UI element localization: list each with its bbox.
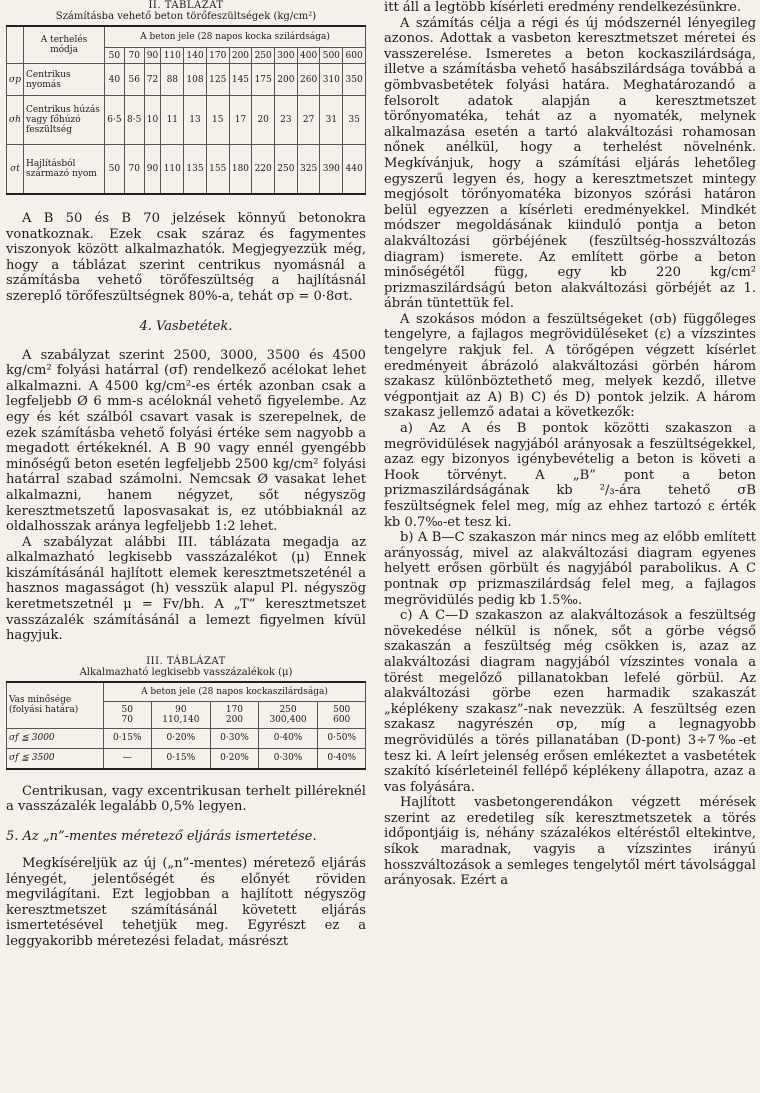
paragraph: a) Az A és B pontok közötti szakaszon a megrövidülések nagyjából arányosak a feszültségekkel, azaz egy bizonyos igénybevételig a beton is követi a Hook törvényt. A „B” pont a beton prizmaszilárdságának kb ²/₃-ára tehető σB feszültségnek felel meg, míg az ehhez tartozó ε érték kb 0.7‰-et tesz ki. — [384, 421, 756, 530]
table2-grade: 50 — [105, 48, 125, 64]
table-cell: 70 — [124, 145, 144, 195]
table3 — [6, 681, 366, 770]
table-cell: 0·20% — [211, 748, 259, 769]
table2-header-row — [7, 26, 366, 48]
table-cell: 13 — [184, 96, 207, 145]
row-symbol: σh — [7, 96, 24, 145]
paragraph: A szabályzat alábbi III. táblázata megadja az alkalmazható legkisebb vasszázalékot (μ) Ennek kiszámításánál hajlított elemek keresztmetszeténél a hasznos magasságot (h) vesszük alapul Pl. négyszög keretmetszetnél μ = Fv/bh. A „T” keresztmetszet vasszázalék számításánál a lemezt figyelmen kívül hagyjuk. — [6, 534, 366, 644]
table2-grade: 110 — [161, 48, 184, 64]
right-column — [384, 0, 756, 889]
paragraph: b) A B—C szakaszon már nincs meg az előbb említett arányosság, mivel az alakváltozási diagram egyenes helyett erősen görbült és nagyjából parabolikus. A C pontnak σp prizmaszilárdság felel meg, a fajlagos megrövidülés pedig kb 1.5‰. — [384, 530, 756, 608]
table3-grade — [104, 701, 152, 728]
table-cell: 23 — [275, 96, 298, 145]
table2-grade: 200 — [229, 48, 252, 64]
table-cell: 110 — [161, 145, 184, 195]
table-cell: 175 — [252, 64, 275, 96]
table-cell: 0·20% — [151, 728, 211, 748]
table2-grade: 140 — [184, 48, 207, 64]
table-cell: — — [104, 748, 152, 769]
grade-top: 170 — [225, 704, 244, 715]
table3-steel-header: Vas minősége (folyási határa) — [7, 682, 104, 729]
row-symbol: σp — [7, 64, 24, 96]
table-cell: 220 — [252, 145, 275, 195]
row-label: Centrikus nyomás — [24, 64, 105, 96]
grade-top: 50 — [121, 704, 133, 715]
left-column — [6, 0, 366, 950]
paragraph: Megkíséreljük az új („n”-mentes) méretező eljárás lényegét, jelentőségét és előnyét röviden megvilágítani. Ezt legjobban a hajlított négyszög keresztmetszet számításánál követett eljárás ismertetésével tehetjük meg. Egyrészt ez a leggyakoribb méretezési feladat, másrészt — [6, 856, 366, 949]
table2-caption: II. TÁBLÁZAT — [148, 0, 224, 11]
table-cell: 310 — [320, 64, 343, 96]
table-cell: 108 — [184, 64, 207, 96]
row-symbol: σt — [7, 145, 24, 195]
table-cell: 0·40% — [318, 748, 366, 769]
paragraph: itt áll a legtöbb kísérleti eredmény rendelkezésünkre. — [384, 0, 742, 15]
table2-grade: 600 — [343, 48, 366, 64]
table3-header-row — [7, 682, 366, 702]
table2-grade: 500 — [320, 48, 343, 64]
table2-grade: 90 — [144, 48, 161, 64]
table3-grade-header: A beton jele (28 napos kockaszilárdsága) — [104, 682, 366, 702]
table-cell: 6·5 — [105, 96, 125, 145]
table-row — [7, 145, 366, 195]
paragraph: A szabályzat szerint 2500, 3000, 3500 és 4500 kg/cm² folyási határral (σf) rendelkező acélokat lehet alkalmazni. A 4500 kg/cm²-es érték azonban csak a legfeljebb Ø 6 mm-s acéloknál vehető figyelembe. Az egy és két szálból csavart vasak is szerepelnek, de ezek számításba vehető folyási értéke sem nagyobb a megadott értékeknél. A B 90 vagy ennél gyengébb minőségű beton esetén legfeljebb 2500 kg/cm² folyási határral szabad számolni. Nemcsak Ø vasakat lehet alkalmazni, hanem négyzet, sőt négyszög keresztmetszetű laposvasakat is, ez utóbbiaknál az oldalhosszak aránya legfeljebb 1:2 lehet. — [6, 347, 366, 535]
table-cell: 180 — [229, 145, 252, 195]
section-heading-5: 5. Az „n”-mentes méretező eljárás ismertetése. — [6, 829, 317, 845]
grade-bottom: 300,400 — [269, 714, 307, 725]
table-cell: 440 — [343, 145, 366, 195]
table3-caption: III. TÁBLÁZAT — [146, 655, 226, 667]
table-cell: 0·50% — [318, 728, 366, 748]
paragraph: c) A C—D szakaszon az alakváltozások a feszültség növekedése nélkül is nőnek, sőt a görbe végső szakaszán a feszültség még csökken is, azaz az alakváltozási diagram nagyjából vízszintes vonala a törést megelőző pillanatokban lefelé görbül. Az alakváltozási görbe ezen harmadik szakaszát „képlékeny szakasz”-nak nevezzük. A feszültség ezen szakasz nagyrészén σp, míg a legnagyobb megrövidülés a törés pillanatában (D-pont) 3÷7‰-et tesz ki. A leírt jelenség erősen emlékeztet a vasbetétek szakító kísérleteinél fellépő képlékeny állapotra, azaz a vas folyására. — [384, 608, 756, 795]
table-cell: 15 — [206, 96, 229, 145]
table-cell: 20 — [252, 96, 275, 145]
table-cell: 35 — [343, 96, 366, 145]
table2-grade: 170 — [206, 48, 229, 64]
table-cell: 10 — [144, 96, 161, 145]
table-cell: 200 — [275, 64, 298, 96]
table-cell: 250 — [275, 145, 298, 195]
grade-bottom: 200 — [225, 714, 244, 725]
paragraph: A szokásos módon a feszültségeket (σb) függőleges tengelyre, a fajlagos megrövidüléseket (ε) a vízszintes tengelyre rakjuk fel. A törőgépen végzett kísérlet eredményeit ábrázoló alakváltozási görbén három szakasz különböztethető meg, melyek kezdő, illetve végpontjait az A) B) C) és D) pontok jelzik. A három szakasz jellemző adatai a következők: — [384, 311, 756, 421]
grade-bottom: 110,140 — [162, 714, 200, 725]
table-cell: 135 — [184, 145, 207, 195]
paragraph: A számítás célja a régi és új módszernél lényegileg azonos. Adottak a vasbeton keresztmetszet méretei és vasszerelése. Ismeretes a beton kockaszilárdsága, illetve a számításba vehető hasábszilárdsága továbbá a gömbvasbetétek folyási határa. Meghatározandó a felsorolt adatok alapján a keresztmetszet törőnyomatéka, tehát az a nyomaték, melynek alkalmazása esetén a tartó alakváltozási rohamosan nőnek anélkül, hogy a terhelést növelnénk. Megkívánjuk, hogy a számítási eljárás lehetőleg egyszerű legyen és, hogy a keresztmetszet mintegy megjósolt törőnyomatéka bizonyos szórási határon belül egyezzen a kísérleti eredményekkel. Mindkét módszer megoldásának kiinduló pontja a beton alakváltozási görbéjének (feszültség-hosszváltozás diagram) ismerete. Az említett görbe a beton minőségétől függ, egy kb 220 kg/cm² prizmaszilárdságú beton alakváltozási görbéjét az 1. ábrán tüntettük fel. — [384, 15, 756, 312]
table-cell: 390 — [320, 145, 343, 195]
table2-grade: 70 — [124, 48, 144, 64]
table-cell: 0·15% — [151, 748, 211, 769]
paragraph: Hajlított vasbetongerendákon végzett mérések szerint az eredetileg sík keresztmetszetek a törés időpontjáig is, néhány százalékos eltéréstől eltekintve, síkok maradnak, vagyis a vízszintes irányú hosszváltozások a semleges tengelytől mért távolsággal arányosak. Ezért a — [384, 795, 756, 889]
paragraph: Centrikusan, vagy excentrikusan terhelt pilléreknél a vasszázalék legalább 0,5% legyen. — [6, 783, 366, 815]
table-row — [7, 96, 366, 145]
section-heading-4: 4. Vasbetétek. — [139, 318, 233, 334]
table3-grade — [151, 701, 211, 728]
table2-grade: 400 — [297, 48, 320, 64]
table-cell: 8·5 — [124, 96, 144, 145]
table3-grade — [318, 701, 366, 728]
table-cell: 88 — [161, 64, 184, 96]
table2-grade: 300 — [275, 48, 298, 64]
table-cell: 0·40% — [258, 728, 318, 748]
grade-top: 90 — [175, 704, 187, 715]
table2-subtitle: Számításba vehető beton törőfeszültségek (kg/cm²) — [55, 11, 317, 22]
table-cell: 56 — [124, 64, 144, 96]
table-cell: 72 — [144, 64, 161, 96]
table-cell: 0·15% — [104, 728, 152, 748]
table-row — [7, 748, 366, 769]
paragraph: A B 50 és B 70 jelzések könnyű betonokra vonatkoznak. Ezek csak száraz és fagymentes viszonyok között alkalmazhatók. Megjegyezzük még, hogy a táblázat szerint centrikus nyomásnál a számításba vehető törőfeszültség a hajlításnál szereplő törőfeszültségnek 80%-a, tehát σp = 0·8σt. — [6, 211, 366, 304]
table3-grade — [211, 701, 259, 728]
table2-grade-header: A beton jele (28 napos kocka szilárdsága) — [105, 26, 366, 48]
table-cell: 11 — [161, 96, 184, 145]
table2-load-header: A terhelés módja — [24, 26, 105, 64]
table3-subtitle: Alkalmazható legkisebb vasszázalékok (μ) — [79, 666, 293, 678]
grade-top: 500 — [333, 704, 351, 715]
row-label: σf ≦ 3500 — [7, 748, 104, 769]
table2-grade: 250 — [252, 48, 275, 64]
table-cell: 0·30% — [258, 748, 318, 769]
table-row — [7, 728, 366, 748]
row-label: σf ≦ 3000 — [7, 728, 104, 748]
row-label: Hajlításból származó nyom — [24, 145, 105, 195]
table-cell: 40 — [105, 64, 125, 96]
table-cell: 350 — [343, 64, 366, 96]
table-cell: 50 — [105, 145, 125, 195]
table-cell: 260 — [297, 64, 320, 96]
table-cell: 0·30% — [211, 728, 259, 748]
table2 — [6, 25, 366, 195]
table-cell: 31 — [320, 96, 343, 145]
table-cell: 325 — [297, 145, 320, 195]
table-cell: 27 — [297, 96, 320, 145]
grade-bottom: 600 — [333, 714, 351, 725]
table-cell: 145 — [229, 64, 252, 96]
table-cell: 125 — [206, 64, 229, 96]
table2-corner — [7, 26, 24, 64]
table-cell: 155 — [206, 145, 229, 195]
row-label: Centrikus húzás vagy főhúzó feszültség — [24, 96, 105, 145]
table-cell: 90 — [144, 145, 161, 195]
table-row — [7, 64, 366, 96]
table-cell: 17 — [229, 96, 252, 145]
grade-top: 250 — [279, 704, 297, 715]
grade-bottom: 70 — [121, 714, 133, 725]
table3-grade — [258, 701, 318, 728]
